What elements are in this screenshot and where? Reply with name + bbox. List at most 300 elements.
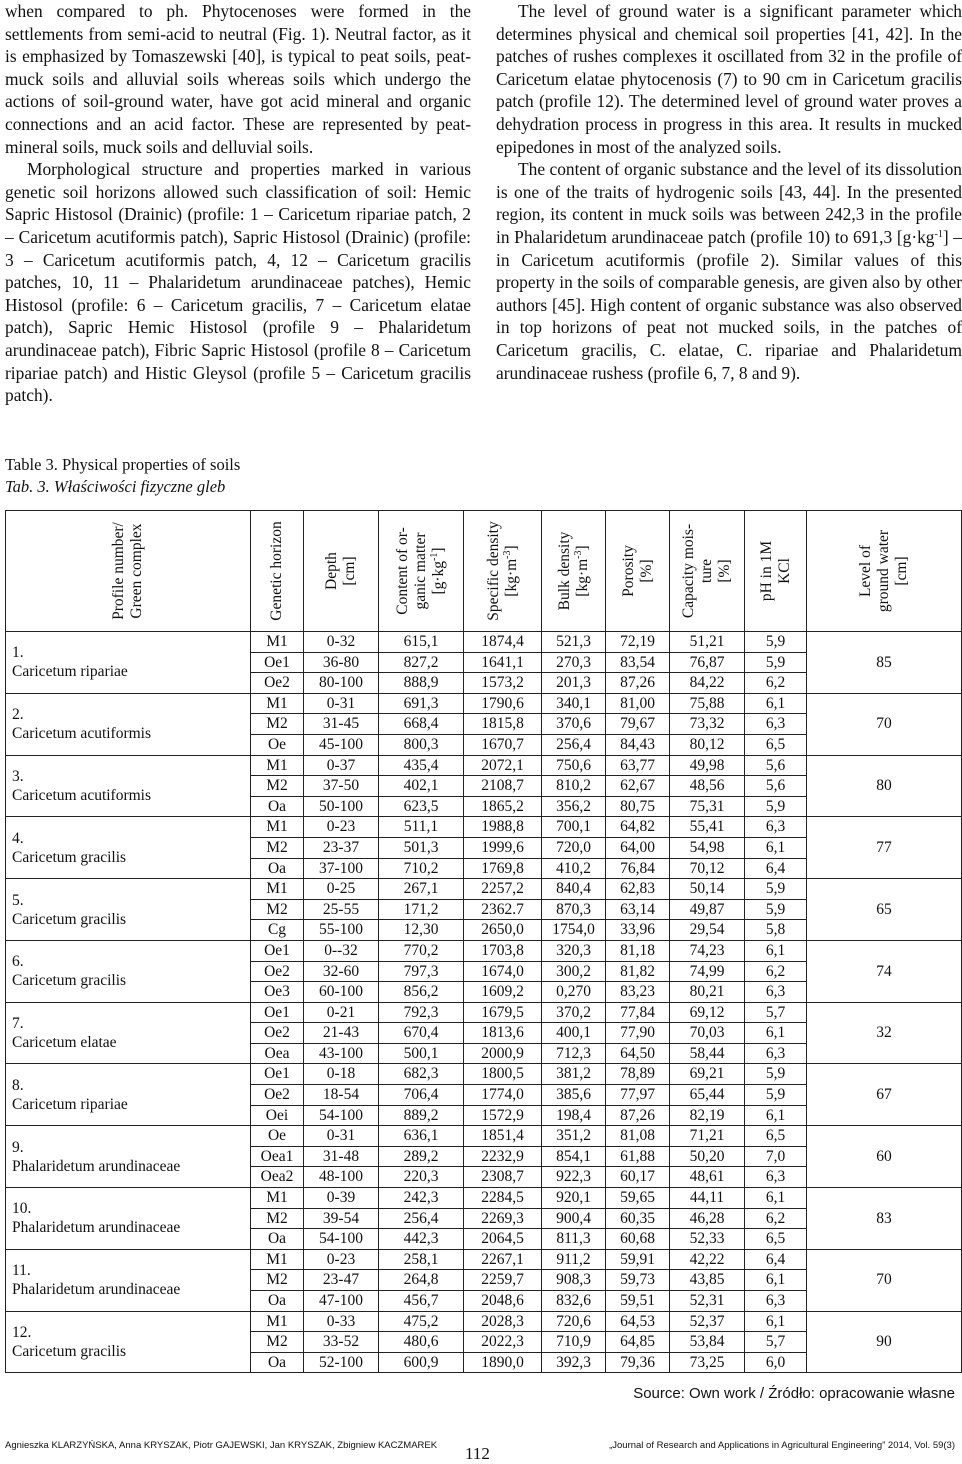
table-cell: 0-31 — [304, 693, 379, 714]
header-specific-line: $[kg\cdot m^{-3}]$ — [501, 545, 520, 597]
table-cell: 5,9 — [745, 652, 807, 673]
table-cell: 201,3 — [542, 673, 606, 694]
unit-superscript: -1 — [934, 228, 943, 240]
table-cell: Oe — [251, 1126, 304, 1147]
table-cell: 2028,3 — [464, 1311, 542, 1332]
table-cell: 922,3 — [542, 1167, 606, 1188]
table-cell: M2 — [251, 837, 304, 858]
table-cell: 2022,3 — [464, 1332, 542, 1353]
ground-water-cell: 67 — [807, 1064, 962, 1126]
profile-cell — [6, 1311, 251, 1373]
table-cell: 75,31 — [670, 796, 745, 817]
table-cell: 0,270 — [542, 982, 606, 1003]
table-cell: 720,6 — [542, 1311, 606, 1332]
table-cell: 700,1 — [542, 817, 606, 838]
header-bulk — [542, 511, 606, 632]
table-cell: Oe — [251, 734, 304, 755]
table-cell: 62,67 — [606, 776, 670, 797]
table-cell: 6,1 — [745, 693, 807, 714]
table-cell: Oa — [251, 1352, 304, 1373]
table-row — [6, 879, 962, 900]
table-cell: 44,11 — [670, 1188, 745, 1209]
footer-journal: „Journal of Research and Applications in Agricultural Engineering” 2014, Vol. 59(3) — [609, 1440, 955, 1451]
ground-water-cell: 70 — [807, 693, 962, 755]
table-cell: Oe3 — [251, 982, 304, 1003]
ground-water-cell: 32 — [807, 1002, 962, 1064]
profile-complex-name: Caricetum gracilis — [12, 848, 127, 866]
table-cell: 615,1 — [379, 632, 464, 653]
profile-complex-name: Caricetum acutiformis — [12, 725, 152, 743]
table-cell: 48,61 — [670, 1167, 745, 1188]
table-cell: 1800,5 — [464, 1064, 542, 1085]
page-number: 112 — [465, 1444, 490, 1463]
table-cell: 670,4 — [379, 1023, 464, 1044]
table-cell: 856,2 — [379, 982, 464, 1003]
table-cell: 668,4 — [379, 714, 464, 735]
header-ph-line: KCl — [775, 558, 793, 584]
profile-complex-name: Caricetum gracilis — [12, 910, 127, 928]
table-cell: 0-21 — [304, 1002, 379, 1023]
table-cell: 5,7 — [745, 1332, 807, 1353]
header-profile-line: Profile number/ — [110, 522, 127, 620]
table-cell: 0-31 — [304, 1126, 379, 1147]
table-cell: M2 — [251, 899, 304, 920]
table-cell: 70,03 — [670, 1023, 745, 1044]
profile-complex-name: Phalaridetum arundinaceae — [12, 1281, 181, 1299]
table-cell: 6,3 — [745, 1291, 807, 1312]
header-capacity-line: Capacity mois- — [680, 523, 697, 619]
table-cell: 792,3 — [379, 1002, 464, 1023]
table-cell: 1754,0 — [542, 920, 606, 941]
table-cell: 2259,7 — [464, 1270, 542, 1291]
table-cell: 1769,8 — [464, 858, 542, 879]
ground-water-cell: 65 — [807, 879, 962, 941]
profile-complex-name: Caricetum elatae — [12, 1034, 117, 1052]
table-cell: 410,2 — [542, 858, 606, 879]
table-cell: 45-100 — [304, 734, 379, 755]
table-cell: Oa — [251, 1229, 304, 1250]
ground-water-cell: 74 — [807, 940, 962, 1002]
header-specific-line: Specific density — [484, 521, 502, 621]
table-cell: 2000,9 — [464, 1043, 542, 1064]
table-cell: 2064,5 — [464, 1229, 542, 1250]
table-cell: 69,21 — [670, 1064, 745, 1085]
table-cell: 5,9 — [745, 879, 807, 900]
profile-complex-name: Caricetum gracilis — [12, 1342, 127, 1360]
table-cell: 356,2 — [542, 796, 606, 817]
table-cell: 5,9 — [745, 632, 807, 653]
table-cell: 501,3 — [379, 837, 464, 858]
table-cell: 1774,0 — [464, 1085, 542, 1106]
table-cell: 400,1 — [542, 1023, 606, 1044]
table-cell: M1 — [251, 879, 304, 900]
table-cell: 0-25 — [304, 879, 379, 900]
table-cell: 6,4 — [745, 1249, 807, 1270]
table-cell: 52,37 — [670, 1311, 745, 1332]
table-cell: 54-100 — [304, 1105, 379, 1126]
table-cell: 5,9 — [745, 1064, 807, 1085]
table-cell: 64,53 — [606, 1311, 670, 1332]
table-cell: 75,88 — [670, 693, 745, 714]
table-cell: 2308,7 — [464, 1167, 542, 1188]
table-cell: 59,65 — [606, 1188, 670, 1209]
table-cell: 64,82 — [606, 817, 670, 838]
table-cell: 0--32 — [304, 940, 379, 961]
left-paragraph-2: Morphological structure and properties marked in various genetic soil horizons allowed such classification of soil: Hemic Sapric Histosol (Drainic) (profile: 1 – Caricetum ripariae patch, 2 – Caricetum acutiformis patch), Sapric Histosol (Drainic) (profile: 3 – Caricetum acutiformis patch, 4, 12 – Caricetum gracilis patches, 10, 11 – Phalaridetum arundinaceae patches), Hemic Histosol (profile: 6 – Caricetum gracilis, 7 – Caricetum elatae patch), Sapric Hemic Histosol (profile 9 – Phalaridetum arundinaceae patch), Fibric Sapric Histosol (profile 8 – Caricetum ripariae patch) and Histic Gleysol (profile 5 – Caricetum gracilis patch). — [5, 159, 471, 406]
header-organic — [379, 511, 464, 632]
table-cell: 370,6 — [542, 714, 606, 735]
table-cell: 39-54 — [304, 1208, 379, 1229]
table-cell: 2267,1 — [464, 1249, 542, 1270]
table-cell: Oe1 — [251, 652, 304, 673]
table-cell: M1 — [251, 632, 304, 653]
header-depth-line: [cm] — [341, 556, 358, 586]
header-capacity-line: ture — [698, 558, 715, 584]
profile-cell — [6, 755, 251, 817]
profile-cell — [6, 693, 251, 755]
table-cell: 1670,7 — [464, 734, 542, 755]
table-cell: 2108,7 — [464, 776, 542, 797]
table-cell: 480,6 — [379, 1332, 464, 1353]
table-cell: M1 — [251, 693, 304, 714]
table-cell: M1 — [251, 817, 304, 838]
table-cell: 53,84 — [670, 1332, 745, 1353]
table-cell: Oe2 — [251, 961, 304, 982]
table-cell: 6,5 — [745, 734, 807, 755]
profile-complex-name: Phalaridetum arundinaceae — [12, 1219, 181, 1237]
table-cell: 64,50 — [606, 1043, 670, 1064]
profile-number: 3. — [12, 767, 24, 785]
profile-cell — [6, 940, 251, 1002]
table-cell: 29,54 — [670, 920, 745, 941]
table-cell: 87,26 — [606, 673, 670, 694]
table-cell: 60-100 — [304, 982, 379, 1003]
table-cell: M1 — [251, 755, 304, 776]
header-level-line: Level of — [857, 544, 874, 598]
table-cell: 64,85 — [606, 1332, 670, 1353]
profile-number: 11. — [12, 1262, 31, 1280]
profile-complex-name: Phalaridetum arundinaceae — [12, 1157, 181, 1175]
ground-water-cell: 60 — [807, 1126, 962, 1188]
table-cell: 76,84 — [606, 858, 670, 879]
header-horizon-line: Genetic horizon — [268, 521, 285, 621]
profile-cell — [6, 879, 251, 941]
table-cell: 23-37 — [304, 837, 379, 858]
table-cell: 171,2 — [379, 899, 464, 920]
profile-number: 1. — [12, 644, 24, 662]
table-cell: 71,21 — [670, 1126, 745, 1147]
table-cell: 80,75 — [606, 796, 670, 817]
table-cell: 6,1 — [745, 1105, 807, 1126]
header-organic-line: ganic matter — [412, 532, 429, 610]
table-cell: 2048,6 — [464, 1291, 542, 1312]
table-cell: 49,98 — [670, 755, 745, 776]
table-cell: 6,1 — [745, 940, 807, 961]
table-row — [6, 1188, 962, 1209]
table-cell: 77,84 — [606, 1002, 670, 1023]
left-paragraph-1: when compared to ph. Phytocenoses were formed in the settlements from semi-acid to neutral (Fig. 1). Neutral factor, as it is emphasized by Tomaszewski [40], is typical to peat soils, peat-muck soils and alluvial soils whereas soils which undergo the actions of soil-ground water, have got acid mineral and organic connections and an acid factor. These are represented by peat-mineral soils, muck soils and delluvial soils. — [5, 1, 471, 157]
table-cell: 48-100 — [304, 1167, 379, 1188]
table-cell: 46,28 — [670, 1208, 745, 1229]
table-cell: 81,00 — [606, 693, 670, 714]
table-cell: 521,3 — [542, 632, 606, 653]
table-cell: Oa — [251, 858, 304, 879]
table-cell: 1790,6 — [464, 693, 542, 714]
table-cell: 65,44 — [670, 1085, 745, 1106]
table-cell: 5,9 — [745, 1085, 807, 1106]
table-cell: 62,83 — [606, 879, 670, 900]
table-cell: M2 — [251, 1208, 304, 1229]
table-cell: 77,90 — [606, 1023, 670, 1044]
ground-water-cell: 85 — [807, 632, 962, 694]
right-paragraph-2-text-a: The content of organic substance and the level of its dissolution is one of the traits of hydrogenic soils [43, 44]. In the presented region, its content in muck soils was between 242,3 in the profile in Phalaridetum arundinaceae patch (profile 10) to 691,3 [g·kg — [496, 159, 962, 247]
header-profile-line: Green complex — [128, 523, 145, 619]
table-cell: Oe2 — [251, 673, 304, 694]
right-paragraph-1: The level of ground water is a significant parameter which determines physical and chemical soil properties [41, 42]. In the patches of rushes complexes it oscillated from 32 in the profile of Caricetum elatae phytocenosis (7) to 90 cm in Caricetum gracilis patch (profile 12). The determined level of ground water proves a dehydration process in progress in this area. It results in mucked epipedones in most of the analyzed soils. — [496, 1, 962, 157]
table-cell: 6,1 — [745, 1023, 807, 1044]
right-paragraph-2-text-b: ] – in Caricetum acutiformis (profile 2). Similar values of this property in the soils of comparable genesis, are given also by other authors [45]. High content of organic substance was also observed in top horizons of peat not mucked soils, in the patches of Caricetum gracilis, C. elatae, C. ripariae and Phalaridetum arundinaceae rushess (profile 6, 7, 8 and 9). — [496, 226, 962, 383]
table-cell: Oa — [251, 1291, 304, 1312]
header-porosity-line: [%] — [637, 559, 655, 583]
table-cell: 500,1 — [379, 1043, 464, 1064]
table-cell: 6,2 — [745, 961, 807, 982]
table-cell: 48,56 — [670, 776, 745, 797]
table-cell: 52,31 — [670, 1291, 745, 1312]
table-cell: 50-100 — [304, 796, 379, 817]
table-cell: 242,3 — [379, 1188, 464, 1209]
table-cell: 900,4 — [542, 1208, 606, 1229]
table-cell: 6,5 — [745, 1126, 807, 1147]
table-cell: 70,12 — [670, 858, 745, 879]
table-cell: 797,3 — [379, 961, 464, 982]
header-porosity — [606, 511, 670, 632]
ground-water-cell: 90 — [807, 1311, 962, 1373]
table-cell: 1609,2 — [464, 982, 542, 1003]
header-organic-line: Content of or- — [394, 527, 411, 615]
table-cell: 811,3 — [542, 1229, 606, 1250]
table-cell: 1851,4 — [464, 1126, 542, 1147]
profile-cell — [6, 1064, 251, 1126]
table-cell: 80,21 — [670, 982, 745, 1003]
table-cell: 2650,0 — [464, 920, 542, 941]
table-cell: 0-23 — [304, 1249, 379, 1270]
profile-cell — [6, 632, 251, 694]
table-cell: 908,3 — [542, 1270, 606, 1291]
table-cell: 256,4 — [542, 734, 606, 755]
profile-cell — [6, 1188, 251, 1250]
ground-water-cell: 77 — [807, 817, 962, 879]
table-cell: 623,5 — [379, 796, 464, 817]
table-cell: 256,4 — [379, 1208, 464, 1229]
table-cell: 82,19 — [670, 1105, 745, 1126]
table-cell: 25-55 — [304, 899, 379, 920]
table-cell: 87,26 — [606, 1105, 670, 1126]
table-cell: 1573,2 — [464, 673, 542, 694]
table-cell: 267,1 — [379, 879, 464, 900]
table-cell: 61,88 — [606, 1146, 670, 1167]
table-cell: 1674,0 — [464, 961, 542, 982]
table-cell: 2284,5 — [464, 1188, 542, 1209]
table-row — [6, 632, 962, 653]
table-body — [6, 632, 962, 1373]
right-column — [496, 0, 962, 384]
table-cell: 5,9 — [745, 796, 807, 817]
table-cell: 43,85 — [670, 1270, 745, 1291]
table-cell: 2269,3 — [464, 1208, 542, 1229]
table-caption-en: Table 3. Physical properties of soils — [5, 455, 241, 474]
table-cell: 50,14 — [670, 879, 745, 900]
profile-cell — [6, 1002, 251, 1064]
table-cell: 289,2 — [379, 1146, 464, 1167]
table-cell: 37-100 — [304, 858, 379, 879]
table-cell: 6,2 — [745, 1208, 807, 1229]
table-cell: 73,32 — [670, 714, 745, 735]
table-cell: 435,4 — [379, 755, 464, 776]
table-cell: 2232,9 — [464, 1146, 542, 1167]
header-organic-line: $[g\cdot kg^{-1}]$ — [429, 547, 447, 595]
table-cell: 47-100 — [304, 1291, 379, 1312]
table-cell: 5,6 — [745, 776, 807, 797]
table-cell: M2 — [251, 776, 304, 797]
table-cell: 77,97 — [606, 1085, 670, 1106]
table-row — [6, 1249, 962, 1270]
table-cell: 78,89 — [606, 1064, 670, 1085]
table-cell: 1865,2 — [464, 796, 542, 817]
table-row — [6, 693, 962, 714]
table-cell: 0-18 — [304, 1064, 379, 1085]
profile-complex-name: Caricetum ripariae — [12, 1095, 128, 1113]
table-cell: 6,3 — [745, 714, 807, 735]
table-cell: 270,3 — [542, 652, 606, 673]
table-cell: 6,1 — [745, 1311, 807, 1332]
table-cell: 81,18 — [606, 940, 670, 961]
table-cell: 198,4 — [542, 1105, 606, 1126]
header-capacity — [670, 511, 745, 632]
table-cell: 81,82 — [606, 961, 670, 982]
header-horizon — [251, 511, 304, 632]
header-ph-line: pH in 1M — [757, 540, 775, 602]
table-cell: 6,2 — [745, 673, 807, 694]
table-cell: 5,7 — [745, 1002, 807, 1023]
table-cell: 854,1 — [542, 1146, 606, 1167]
table-cell: 770,2 — [379, 940, 464, 961]
table-cell: 54-100 — [304, 1229, 379, 1250]
table-cell: 1890,0 — [464, 1352, 542, 1373]
table-cell: 402,1 — [379, 776, 464, 797]
table-cell: 6,4 — [745, 858, 807, 879]
ground-water-cell: 70 — [807, 1249, 962, 1311]
table-row — [6, 1064, 962, 1085]
table-cell: 23-47 — [304, 1270, 379, 1291]
table-cell: 511,1 — [379, 817, 464, 838]
table-cell: 42,22 — [670, 1249, 745, 1270]
table-cell: 12,30 — [379, 920, 464, 941]
table-cell: 37-50 — [304, 776, 379, 797]
table-cell: 83,54 — [606, 652, 670, 673]
table-cell: 6,3 — [745, 1167, 807, 1188]
table-cell: 1679,5 — [464, 1002, 542, 1023]
table-cell: 712,3 — [542, 1043, 606, 1064]
table-cell: Oe2 — [251, 1085, 304, 1106]
table-cell: 7,0 — [745, 1146, 807, 1167]
table-cell: 63,77 — [606, 755, 670, 776]
table-cell: 600,9 — [379, 1352, 464, 1373]
table-cell: 392,3 — [542, 1352, 606, 1373]
table-cell: 750,6 — [542, 755, 606, 776]
table-cell: 79,36 — [606, 1352, 670, 1373]
header-porosity-line: Porosity — [619, 545, 637, 597]
table-cell: 64,00 — [606, 837, 670, 858]
table-cell: M1 — [251, 1188, 304, 1209]
table-cell: 1988,8 — [464, 817, 542, 838]
table-cell: 800,3 — [379, 734, 464, 755]
table-cell: 73,25 — [670, 1352, 745, 1373]
table-row — [6, 755, 962, 776]
table-cell: 870,3 — [542, 899, 606, 920]
table-cell: 827,2 — [379, 652, 464, 673]
table-header-row — [6, 511, 962, 632]
table-cell: 59,51 — [606, 1291, 670, 1312]
table-cell: 720,0 — [542, 837, 606, 858]
table-cell: Cg — [251, 920, 304, 941]
table-cell: Oea1 — [251, 1146, 304, 1167]
table-cell: 920,1 — [542, 1188, 606, 1209]
table-cell: 50,20 — [670, 1146, 745, 1167]
table-cell: 74,23 — [670, 940, 745, 961]
table-cell: M2 — [251, 1332, 304, 1353]
table-cell: Oa — [251, 796, 304, 817]
header-level-line: ground water — [875, 529, 892, 613]
table-cell: 300,2 — [542, 961, 606, 982]
table-cell: 1641,1 — [464, 652, 542, 673]
header-depth — [304, 511, 379, 632]
table-cell: 76,87 — [670, 652, 745, 673]
profile-number: 10. — [12, 1200, 32, 1218]
header-depth-line: Depth — [323, 552, 340, 590]
table-cell: 340,1 — [542, 693, 606, 714]
table-cell: 51,21 — [670, 632, 745, 653]
table-cell: Oe2 — [251, 1023, 304, 1044]
header-level — [807, 511, 962, 632]
table-cell: 1874,4 — [464, 632, 542, 653]
table-cell: 264,8 — [379, 1270, 464, 1291]
table-cell: 710,2 — [379, 858, 464, 879]
table-caption-pl: Tab. 3. Właściwości fizyczne gleb — [5, 477, 226, 496]
table-cell: 84,43 — [606, 734, 670, 755]
table-row — [6, 1311, 962, 1332]
table-cell: 6,1 — [745, 837, 807, 858]
table-cell: Oea — [251, 1043, 304, 1064]
profile-number: 4. — [12, 829, 24, 847]
table-cell: 2072,1 — [464, 755, 542, 776]
header-profile — [6, 511, 251, 632]
table-cell: 80,12 — [670, 734, 745, 755]
table-cell: 351,2 — [542, 1126, 606, 1147]
profile-number: 6. — [12, 953, 24, 971]
table-cell: M1 — [251, 1249, 304, 1270]
table-cell: 840,4 — [542, 879, 606, 900]
table-cell: Oe1 — [251, 940, 304, 961]
table-cell: 0-32 — [304, 632, 379, 653]
profile-number: 8. — [12, 1076, 24, 1094]
table-cell: 1999,6 — [464, 837, 542, 858]
table-cell: 710,9 — [542, 1332, 606, 1353]
header-ph — [745, 511, 807, 632]
table-cell: 33-52 — [304, 1332, 379, 1353]
table-row — [6, 940, 962, 961]
table-cell: 69,12 — [670, 1002, 745, 1023]
table-cell: 0-37 — [304, 755, 379, 776]
